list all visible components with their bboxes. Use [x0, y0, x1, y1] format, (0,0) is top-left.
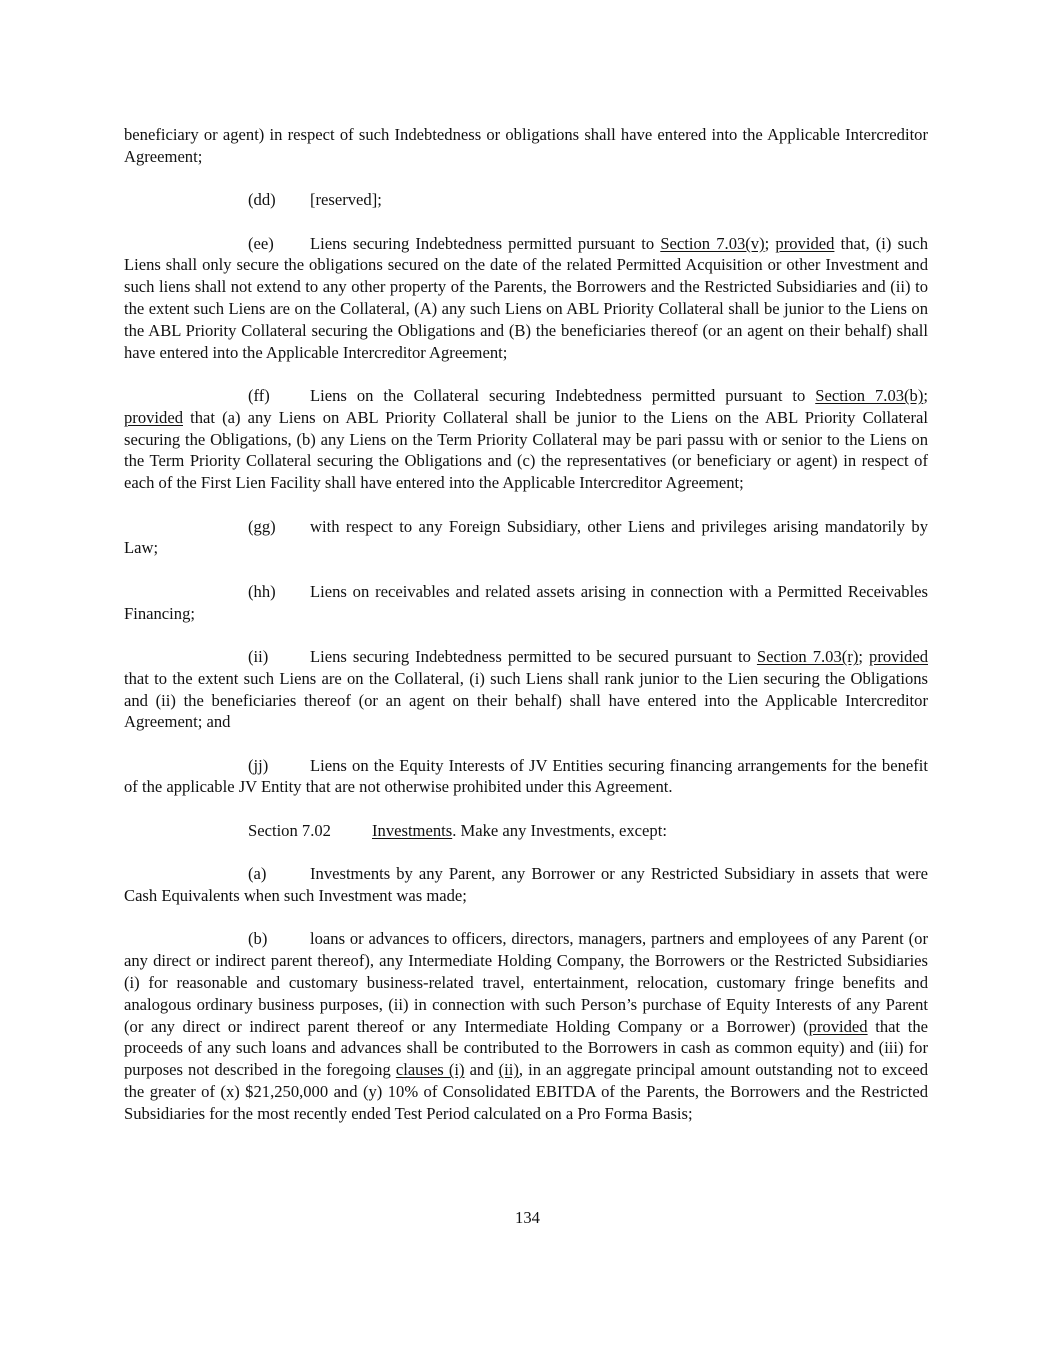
provided-term-ff: provided: [124, 407, 183, 427]
clause-label-hh: (hh): [248, 581, 276, 601]
clause-text-ii-3: that to the extent such Liens are on the Collateral, (i) such Liens shall rank junior to the Lien securing the Obligations and (ii) the beneficiaries thereof (or an agent on their behalf) shall have entered into the Applicable Intercreditor Agreement; and: [124, 668, 928, 732]
paragraph-dd: [124, 189, 928, 211]
paragraph-jj: [124, 755, 928, 799]
clause-text-gg: with respect to any Foreign Subsidiary, other Liens and privileges arising mandatorily by Law;: [124, 516, 928, 558]
clause-text-b-4: , in an aggregate principal amount outstanding not to exceed the greater of (x) $21,250,000 and (y) 10% of Consolidated EBITDA of the Parents, the Borrowers and the Restricted Subsidiaries for the most recently ended Test Period calculated on a Pro Forma Basis;: [124, 1060, 928, 1123]
provided-term-ii: provided: [869, 646, 929, 666]
paragraph-ff: [124, 385, 928, 494]
intro-text: beneficiary or agent) in respect of such Indebtedness or obligations shall have entered into the Applicable Intercreditor Agreement;: [124, 125, 928, 166]
clause-ref-ii: (ii): [498, 1060, 519, 1080]
provided-term-ee: provided: [775, 233, 835, 253]
section-intro-text: . Make any Investments, except:: [452, 820, 667, 840]
clause-text-a: Investments by any Parent, any Borrower or any Restricted Subsidiary in assets that were Cash Equivalents when such Investment was made;: [124, 864, 928, 906]
clause-text-ii-2: ;: [858, 646, 870, 666]
section-ref-7-03-r: Section 7.03(r): [756, 646, 859, 666]
clause-label-jj: (jj): [248, 755, 269, 775]
clause-text-ee-3: that, (i) such Liens shall only secure the obligations secured on the date of the related Permitted Acquisition or other Investment and such liens shall not extend to any other property of the Parents, the Borrowers and the Restricted Subsidiaries and (ii) to the extent such Liens are on the Collateral, (A) any such Liens on ABL Priority Collateral shall be junior to the Liens on the ABL Priority Collateral securing the Obligations and (B) the beneficiaries thereof (or an agent on their behalf) shall have entered into the Applicable Intercreditor Agreement;: [124, 233, 929, 362]
clause-text-b-2: that the proceeds of any such loans and advances shall be contributed to the Borrowers in cash as common equity) and (iii) for purposes not described in the foregoing: [124, 1016, 928, 1080]
provided-term-b: provided: [808, 1016, 868, 1036]
clause-text-jj: Liens on the Equity Interests of JV Entities securing financing arrangements for the benefit of the applicable JV Entity that are not otherwise prohibited under this Agreement.: [124, 755, 928, 797]
clause-label-ee: (ee): [248, 233, 274, 253]
paragraph-b: [124, 928, 928, 1124]
clause-text-ff-1: Liens on the Collateral securing Indebtedness permitted pursuant to: [310, 385, 816, 405]
clause-ref-i: clauses (i): [395, 1060, 465, 1080]
clause-text-ff-3: that (a) any Liens on ABL Priority Collateral shall be junior to the Liens on the ABL Priority Collateral securing the Obligations, (b) any Liens on the Term Priority Collateral may be pari passu with or senior to the Liens on the Term Priority Collateral securing the Obligations and (c) the representatives (or beneficiary or agent) in respect of each of the First Lien Facility shall have entered into the Applicable Intercreditor Agreement;: [124, 407, 928, 493]
section-heading-7-02: [124, 820, 928, 842]
clause-text-b-3: and: [464, 1060, 499, 1080]
page-number: 134: [515, 1208, 540, 1227]
clause-text-ii-1: Liens securing Indebtedness permitted to be secured pursuant to: [310, 646, 757, 666]
clause-label-gg: (gg): [248, 516, 276, 536]
paragraph-ii: [124, 646, 928, 733]
section-title: Investments: [372, 820, 453, 840]
clause-label-ii: (ii): [248, 646, 269, 666]
paragraph-gg: [124, 516, 928, 560]
section-ref-7-03-v: Section 7.03(v): [660, 233, 765, 253]
paragraph-intro: [124, 124, 928, 168]
section-label: Section 7.02: [248, 820, 331, 840]
clause-label-dd: (dd): [248, 190, 276, 210]
clause-text-b-1: loans or advances to officers, directors, managers, partners and employees of any Parent (or any direct or indirect parent thereof), any Intermediate Holding Company, the Borrowers or the Restricted Subsidiaries (i) for reasonable and customary business-related travel, entertainment, relocation, customary fringe benefits and analogous ordinary business purposes, (ii) in connection with such Person’s purchase of Equity Interests of any Parent (or any direct or indirect parent thereof or any Intermediate Holding Company or a Borrower) (: [124, 929, 928, 1036]
clause-text-hh: Liens on receivables and related assets arising in connection with a Permitted Receivables Financing;: [124, 581, 928, 623]
clause-text-ee-2: ;: [764, 233, 776, 253]
clause-text-ee-1: Liens securing Indebtedness permitted pursuant to: [310, 233, 661, 253]
clause-label-ff: (ff): [248, 385, 270, 405]
paragraph-ee: [124, 233, 928, 364]
document-page: [124, 124, 928, 1146]
clause-text-dd: [reserved];: [310, 190, 382, 210]
paragraph-a: [124, 863, 928, 907]
clause-label-b: (b): [248, 929, 268, 949]
paragraph-hh: [124, 581, 928, 625]
clause-text-ff-2: ;: [923, 385, 929, 405]
section-ref-7-03-b: Section 7.03(b): [815, 385, 924, 405]
clause-label-a: (a): [248, 864, 267, 884]
